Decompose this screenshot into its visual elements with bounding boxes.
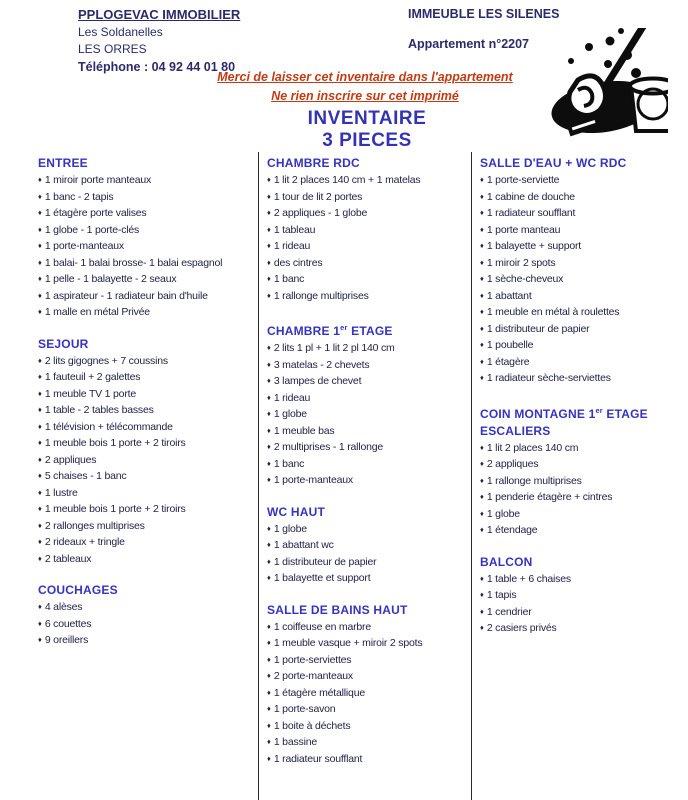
inventory-item-text: 1 étagère — [486, 355, 530, 368]
inventory-item-text: 1 abattant — [486, 289, 532, 302]
inventory-item — [38, 304, 258, 321]
inventory-item-text: 1 meuble bois 1 porte + 2 tiroirs — [44, 503, 186, 515]
inventory-item — [267, 255, 471, 272]
inventory-item-text: 1 sèche-cheveux — [486, 273, 564, 285]
inventory-columns — [30, 152, 688, 800]
diamond-bullet-icon: ♦ — [38, 191, 42, 201]
inventory-item-text: 1 boite à déchets — [273, 719, 351, 732]
inventory-item — [267, 685, 471, 702]
inventory-item — [38, 205, 258, 222]
inventory-item — [267, 668, 471, 685]
title-line-1: INVENTAIRE — [307, 108, 427, 129]
inventory-item — [480, 172, 688, 189]
inventory-item-text: 1 meuble bas — [273, 424, 335, 437]
diamond-bullet-icon: ♦ — [480, 307, 484, 316]
inventory-item-text: 1 coiffeuse en marbre — [273, 620, 371, 633]
inventory-item-text: 4 alèses — [44, 601, 83, 613]
diamond-bullet-icon: ♦ — [38, 224, 42, 234]
inventory-column-1 — [30, 152, 258, 800]
diamond-bullet-icon: ♦ — [480, 525, 484, 534]
section-heading-text: WC HAUT — [267, 504, 326, 519]
inventory-column-2 — [258, 152, 472, 800]
section-heading-text: CHAMBRE RDC — [267, 156, 360, 170]
notice-line-2: Ne rien inscrire sur cet imprimé — [271, 89, 459, 103]
inventory-item-text: 2 multiprises - 1 rallonge — [273, 441, 384, 453]
section-heading-rest: ETAGE — [347, 324, 393, 338]
inventory-item — [480, 288, 688, 305]
diamond-bullet-icon: ♦ — [267, 224, 271, 234]
diamond-bullet-icon: ♦ — [267, 720, 271, 730]
inventory-item — [480, 354, 688, 371]
inventory-item — [480, 456, 688, 473]
diamond-bullet-icon: ♦ — [267, 753, 271, 763]
inventory-item-text: 1 tour de lit 2 portes — [273, 190, 363, 203]
section-heading-text: SALLE D'EAU + WC RDC — [480, 156, 627, 170]
diamond-bullet-icon: ♦ — [267, 241, 271, 250]
diamond-bullet-icon: ♦ — [267, 274, 271, 283]
inventory-item-text: 1 porte-manteaux — [44, 240, 124, 252]
inventory-item-text: 2 appliques — [486, 458, 539, 470]
inventory-item-text: 1 porte-savon — [273, 703, 336, 715]
inventory-item-text: 1 globe — [486, 507, 520, 520]
inventory-item — [38, 271, 258, 288]
diamond-bullet-icon: ♦ — [267, 671, 271, 680]
diamond-bullet-icon: ♦ — [38, 388, 42, 398]
inventory-item — [267, 521, 471, 538]
diamond-bullet-icon: ♦ — [267, 191, 271, 201]
diamond-bullet-icon: ♦ — [267, 376, 271, 385]
inventory-item-text: 1 aspirateur - 1 radiateur bain d'huile — [44, 289, 208, 302]
inventory-item — [38, 222, 258, 239]
inventory-item-text: 1 porte-serviettes — [273, 653, 352, 666]
inventory-item — [480, 337, 688, 354]
inventory-item-text: 1 banc — [273, 273, 305, 285]
agency-name: PPLOGEVAC IMMOBILIER — [78, 7, 241, 22]
section-heading-rest: ETAGE — [602, 406, 648, 421]
inventory-item-text: 1 lit 2 places 140 cm — [486, 441, 579, 454]
diamond-bullet-icon: ♦ — [480, 373, 484, 382]
inventory-item-text: 1 table + 6 chaises — [486, 572, 571, 585]
inventory-item — [480, 255, 688, 272]
diamond-bullet-icon: ♦ — [480, 442, 484, 452]
section-heading — [38, 582, 258, 599]
inventory-item — [480, 587, 688, 604]
section-heading-line2: ESCALIERS — [480, 423, 551, 438]
diamond-bullet-icon: ♦ — [267, 208, 271, 217]
inventory-item — [38, 616, 258, 633]
inventory-item — [38, 419, 258, 436]
diamond-bullet-icon: ♦ — [267, 409, 271, 418]
diamond-bullet-icon: ♦ — [480, 356, 484, 366]
diamond-bullet-icon: ♦ — [267, 556, 271, 566]
inventory-item — [38, 468, 258, 485]
diamond-bullet-icon: ♦ — [267, 175, 271, 184]
inventory-section — [267, 602, 471, 768]
inventory-item — [267, 373, 471, 390]
section-heading — [267, 319, 471, 340]
inventory-item-text: 2 rallonges multiprises — [44, 519, 145, 532]
inventory-item — [267, 537, 471, 554]
section-heading-text: COIN MONTAGNE 1 — [480, 406, 596, 421]
diamond-bullet-icon: ♦ — [480, 340, 484, 349]
inventory-item — [267, 172, 471, 189]
inventory-item-text: 1 banc - 2 tapis — [44, 190, 114, 203]
inventory-item-text: 3 matelas - 2 chevets — [273, 358, 370, 371]
inventory-item — [480, 440, 688, 457]
diamond-bullet-icon: ♦ — [38, 175, 42, 184]
inventory-section — [480, 402, 688, 539]
diamond-bullet-icon: ♦ — [38, 618, 42, 628]
inventory-item-text: 2 porte-manteaux — [273, 670, 353, 682]
inventory-item-text: 1 globe - 1 porte-clés — [44, 223, 140, 236]
inventory-item — [267, 751, 471, 768]
inventory-item — [480, 189, 688, 206]
section-heading — [267, 504, 471, 521]
section-heading — [480, 155, 688, 172]
inventory-section — [38, 336, 258, 568]
inventory-item — [267, 635, 471, 652]
inventory-item-text: 1 rideau — [273, 240, 311, 252]
inventory-column-3 — [472, 152, 688, 800]
inventory-item — [38, 518, 258, 535]
inventory-item-text: 1 balai- 1 balai brosse- 1 balai espagnol — [44, 256, 223, 269]
diamond-bullet-icon: ♦ — [480, 224, 484, 234]
diamond-bullet-icon: ♦ — [480, 606, 484, 616]
diamond-bullet-icon: ♦ — [38, 602, 42, 611]
inventory-item — [38, 402, 258, 419]
inventory-item — [38, 288, 258, 305]
inventory-item-text: 1 radiateur soufflant — [486, 207, 576, 219]
inventory-item-text: 2 tableaux — [44, 552, 92, 565]
inventory-item — [38, 255, 258, 272]
inventory-item-text: 2 appliques — [44, 453, 97, 466]
inventory-section — [267, 504, 471, 587]
inventory-item — [480, 205, 688, 222]
inventory-item-text: 1 balayette + support — [486, 240, 581, 252]
inventory-item-text: 1 rallonge multiprises — [486, 474, 582, 487]
inventory-item — [38, 632, 258, 649]
section-heading-superscript: er — [340, 323, 348, 332]
inventory-item-text: 1 télévision + télécommande — [44, 420, 173, 433]
inventory-item-text: 1 pelle - 1 balayette - 2 seaux — [44, 273, 177, 285]
diamond-bullet-icon: ♦ — [38, 241, 42, 250]
diamond-bullet-icon: ♦ — [38, 504, 42, 513]
diamond-bullet-icon: ♦ — [480, 459, 484, 468]
inventory-item-text: 1 miroir porte manteaux — [44, 174, 152, 186]
apartment-number: Appartement n°2207 — [408, 37, 530, 51]
inventory-item — [480, 620, 688, 637]
inventory-item — [267, 340, 471, 357]
inventory-item — [267, 390, 471, 407]
inventory-item-text: 3 lampes de chevet — [273, 375, 362, 387]
inventory-item-text: 1 radiateur sèche-serviettes — [486, 372, 611, 384]
inventory-item-text: 1 étagère porte valises — [44, 207, 147, 219]
diamond-bullet-icon: ♦ — [267, 257, 271, 267]
inventory-section — [38, 582, 258, 649]
diamond-bullet-icon: ♦ — [267, 621, 271, 631]
inventory-item — [267, 271, 471, 288]
inventory-item-text: 1 distributeur de papier — [486, 322, 590, 335]
inventory-item-text: 1 lit 2 places 140 cm + 1 matelas — [273, 174, 421, 186]
inventory-item — [267, 570, 471, 587]
diamond-bullet-icon: ♦ — [267, 737, 271, 746]
inventory-section — [267, 155, 471, 304]
inventory-item — [267, 189, 471, 206]
inventory-item-text: 1 meuble vasque + miroir 2 spots — [273, 637, 423, 649]
diamond-bullet-icon: ♦ — [38, 553, 42, 563]
inventory-item — [267, 701, 471, 718]
inventory-item-text: 1 banc — [273, 457, 305, 470]
inventory-item — [38, 369, 258, 386]
diamond-bullet-icon: ♦ — [480, 508, 484, 518]
inventory-item — [38, 435, 258, 452]
diamond-bullet-icon: ♦ — [38, 438, 42, 447]
inventory-item — [267, 288, 471, 305]
inventory-item-text: 1 penderie étagère + cintres — [486, 491, 613, 503]
section-heading — [480, 402, 688, 423]
inventory-item — [38, 452, 258, 469]
inventory-item-text: 1 lustre — [44, 486, 78, 499]
diamond-bullet-icon: ♦ — [267, 654, 271, 664]
diamond-bullet-icon: ♦ — [480, 290, 484, 300]
inventory-item-text: 2 lits 1 pl + 1 lit 2 pl 140 cm — [273, 342, 395, 354]
diamond-bullet-icon: ♦ — [267, 425, 271, 435]
section-heading-text: SEJOUR — [38, 336, 89, 351]
inventory-item-text: 1 rideau — [273, 391, 311, 404]
inventory-item — [480, 604, 688, 621]
inventory-item — [38, 238, 258, 255]
section-heading — [267, 155, 471, 172]
inventory-item-text: 2 lits gigognes + 7 coussins — [44, 354, 168, 367]
diamond-bullet-icon: ♦ — [480, 241, 484, 250]
diamond-bullet-icon: ♦ — [267, 359, 271, 369]
inventory-item-text: 2 casiers privés — [486, 622, 557, 634]
inventory-item-text: 1 bassine — [273, 736, 317, 748]
diamond-bullet-icon: ♦ — [38, 257, 42, 267]
inventory-item-text: des cintres — [273, 256, 323, 269]
diamond-bullet-icon: ♦ — [38, 520, 42, 530]
inventory-item-text: 1 distributeur de papier — [273, 555, 377, 568]
inventory-item — [38, 353, 258, 370]
inventory-item-text: 1 tapis — [486, 589, 517, 601]
inventory-item-text: 9 oreillers — [44, 634, 89, 646]
inventory-item — [38, 599, 258, 616]
inventory-item-text: 1 globe — [273, 408, 307, 420]
inventory-item-text: 1 table - 2 tables basses — [44, 404, 154, 416]
diamond-bullet-icon: ♦ — [480, 191, 484, 201]
diamond-bullet-icon: ♦ — [267, 687, 271, 697]
diamond-bullet-icon: ♦ — [38, 355, 42, 365]
diamond-bullet-icon: ♦ — [267, 392, 271, 402]
inventory-item — [480, 304, 688, 321]
inventory-item — [267, 205, 471, 222]
inventory-item — [267, 619, 471, 636]
inventory-item — [267, 734, 471, 751]
inventory-item-text: 1 tableau — [273, 223, 316, 236]
diamond-bullet-icon: ♦ — [38, 405, 42, 414]
diamond-bullet-icon: ♦ — [480, 323, 484, 333]
inventory-item — [267, 554, 471, 571]
inventory-item — [267, 406, 471, 423]
mop-bucket-logo-icon — [544, 28, 668, 140]
agency-residence: Les Soldanelles — [78, 25, 163, 39]
diamond-bullet-icon: ♦ — [38, 635, 42, 644]
inventory-item-text: 1 porte-serviette — [486, 174, 560, 186]
diamond-bullet-icon: ♦ — [480, 492, 484, 501]
inventory-item — [480, 522, 688, 539]
inventory-item — [267, 222, 471, 239]
agency-city: LES ORRES — [78, 42, 147, 56]
diamond-bullet-icon: ♦ — [480, 590, 484, 599]
inventory-item-text: 1 porte-manteaux — [273, 474, 353, 486]
inventory-item — [267, 357, 471, 374]
inventory-item — [38, 485, 258, 502]
title-line-2: 3 PIECES — [322, 130, 412, 151]
diamond-bullet-icon: ♦ — [267, 638, 271, 647]
diamond-bullet-icon: ♦ — [267, 343, 271, 352]
inventory-item — [480, 370, 688, 387]
section-heading — [38, 336, 258, 353]
agency-block — [78, 6, 240, 76]
building-block — [408, 6, 559, 51]
notice-line-1: Merci de laisser cet inventaire dans l'appartement — [217, 70, 513, 84]
inventory-item — [267, 472, 471, 489]
inventory-item-text: 2 appliques - 1 globe — [273, 207, 368, 219]
diamond-bullet-icon: ♦ — [38, 307, 42, 316]
section-heading — [38, 155, 258, 172]
inventory-item — [480, 321, 688, 338]
diamond-bullet-icon: ♦ — [267, 540, 271, 549]
inventory-item-text: 1 poubelle — [486, 339, 534, 351]
diamond-bullet-icon: ♦ — [480, 274, 484, 283]
section-heading-text: BALCON — [480, 554, 533, 569]
inventory-item — [38, 386, 258, 403]
inventory-item — [267, 718, 471, 735]
inventory-item — [267, 439, 471, 456]
agency-phone: Téléphone : 04 92 44 01 80 — [78, 60, 236, 74]
inventory-item-text: 1 meuble bois 1 porte + 2 tiroirs — [44, 437, 186, 449]
inventory-item-text: 2 rideaux + tringle — [44, 536, 125, 548]
inventory-item-text: 1 radiateur soufflant — [273, 752, 363, 765]
diamond-bullet-icon: ♦ — [480, 573, 484, 583]
section-heading — [267, 602, 471, 619]
section-heading-text: ENTREE — [38, 156, 88, 170]
inventory-item-text: 1 miroir 2 spots — [486, 256, 556, 269]
inventory-item-text: 1 balayette et support — [273, 572, 371, 584]
diamond-bullet-icon: ♦ — [267, 573, 271, 582]
diamond-bullet-icon: ♦ — [38, 421, 42, 431]
diamond-bullet-icon: ♦ — [267, 290, 271, 300]
inventory-item — [38, 172, 258, 189]
inventory-item — [480, 489, 688, 506]
diamond-bullet-icon: ♦ — [480, 257, 484, 267]
diamond-bullet-icon: ♦ — [480, 475, 484, 485]
diamond-bullet-icon: ♦ — [38, 471, 42, 480]
inventory-section — [267, 319, 471, 489]
inventory-item-text: 1 abattant wc — [273, 539, 334, 551]
section-heading-text: SALLE DE BAINS HAUT — [267, 602, 408, 617]
inventory-item-text: 6 couettes — [44, 617, 92, 630]
inventory-item-text: 1 cabine de douche — [486, 190, 575, 203]
inventory-item — [267, 423, 471, 440]
diamond-bullet-icon: ♦ — [38, 487, 42, 497]
inventory-item-text: 1 globe — [273, 522, 307, 535]
inventory-item — [480, 571, 688, 588]
diamond-bullet-icon: ♦ — [38, 454, 42, 464]
diamond-bullet-icon: ♦ — [38, 290, 42, 300]
inventory-item-text: 1 meuble en métal à roulettes — [486, 306, 620, 318]
inventory-item-text: 1 étendage — [486, 524, 538, 536]
inventory-item — [480, 238, 688, 255]
inventory-item-text: 1 rallonge multiprises — [273, 289, 369, 302]
section-heading-superscript: er — [595, 405, 603, 415]
inventory-item-text: 1 meuble TV 1 porte — [44, 387, 136, 400]
diamond-bullet-icon: ♦ — [267, 523, 271, 533]
inventory-item — [480, 271, 688, 288]
inventory-item-text: 5 chaises - 1 banc — [44, 470, 127, 482]
inventory-item — [38, 501, 258, 518]
inventory-section — [480, 554, 688, 637]
section-heading-text: CHAMBRE 1 — [267, 324, 341, 338]
diamond-bullet-icon: ♦ — [480, 623, 484, 632]
diamond-bullet-icon: ♦ — [38, 208, 42, 217]
inventory-item — [267, 652, 471, 669]
building-name: IMMEUBLE LES SILENES — [408, 7, 560, 21]
inventory-item — [267, 238, 471, 255]
inventory-item — [480, 222, 688, 239]
inventory-item — [38, 534, 258, 551]
diamond-bullet-icon: ♦ — [267, 458, 271, 468]
diamond-bullet-icon: ♦ — [267, 442, 271, 451]
inventory-section — [480, 155, 688, 387]
inventory-item-text: 1 porte manteau — [486, 223, 561, 236]
inventory-item-text: 1 malle en métal Privée — [44, 306, 150, 318]
inventory-section — [38, 155, 258, 321]
section-heading-text: COUCHAGES — [38, 583, 118, 597]
inventory-item — [480, 506, 688, 523]
diamond-bullet-icon: ♦ — [38, 537, 42, 546]
inventory-item-text: 1 cendrier — [486, 605, 532, 618]
inventory-item-text: 1 fauteuil + 2 galettes — [44, 371, 141, 383]
diamond-bullet-icon: ♦ — [267, 475, 271, 484]
diamond-bullet-icon: ♦ — [480, 175, 484, 184]
section-heading — [480, 554, 688, 571]
inventory-item — [267, 456, 471, 473]
diamond-bullet-icon: ♦ — [267, 704, 271, 713]
diamond-bullet-icon: ♦ — [38, 274, 42, 283]
inventory-item — [38, 551, 258, 568]
inventory-item — [38, 189, 258, 206]
inventory-item — [480, 473, 688, 490]
inventory-item-text: 1 étagère métallique — [273, 686, 365, 699]
diamond-bullet-icon: ♦ — [480, 208, 484, 217]
diamond-bullet-icon: ♦ — [38, 372, 42, 381]
